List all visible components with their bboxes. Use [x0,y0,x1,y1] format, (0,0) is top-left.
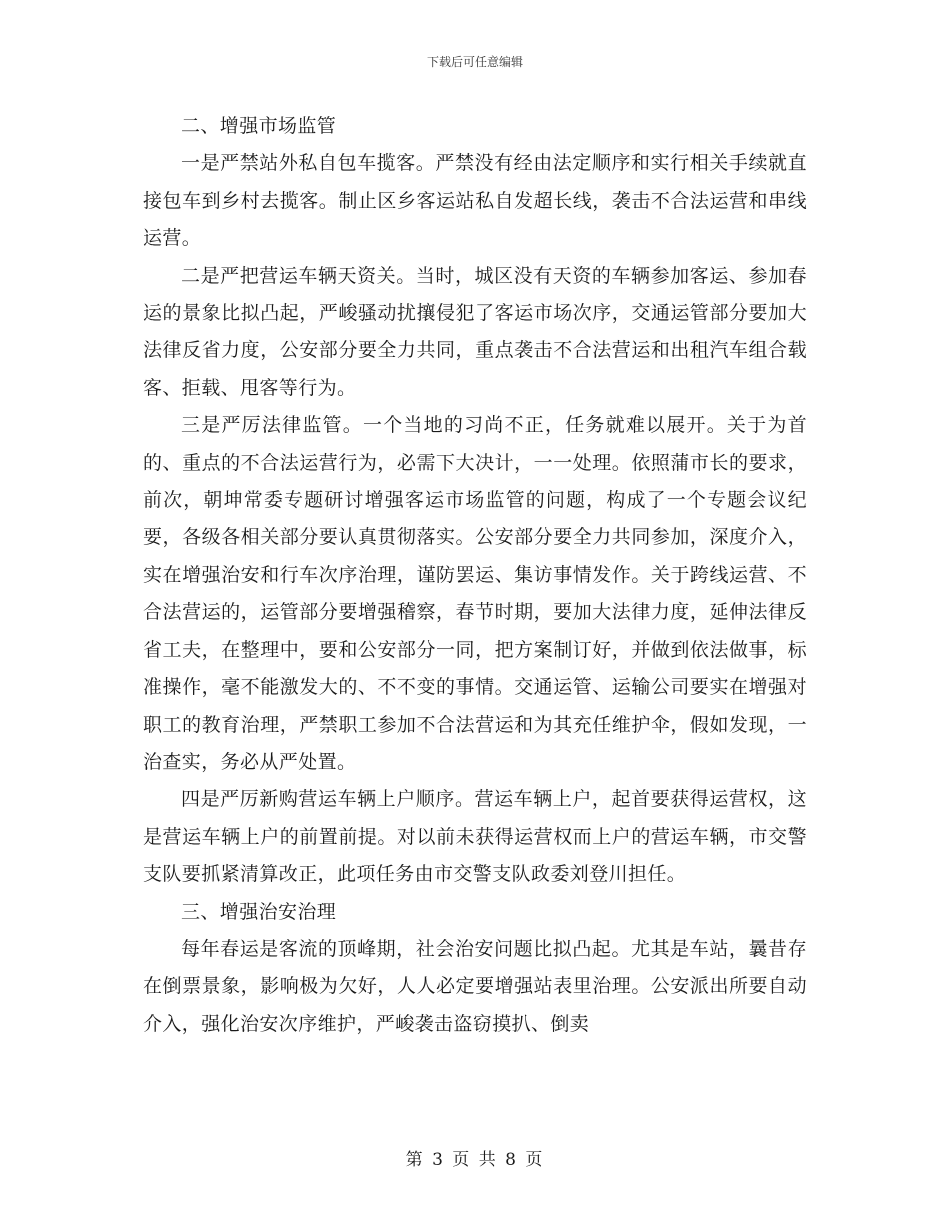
paragraph-charter-ban: 一是严禁站外私自包车揽客。严禁没有经由法定顺序和实行相关手续就直接包车到乡村去揽客。制止区乡客运站私自发超长线，袭击不合法运营和串线运营。 [143,152,807,250]
section-heading-market-supervision: 二、增强市场监管 [181,115,337,137]
paragraph-spring-festival-security: 每年春运是客流的顶峰期，社会治安问题比拟凸起。尤其是车站，曩昔存在倒票景象，影响极为欠好，人人必定要增强站表里治理。公安派出所要自动介入，强化治安次序维护，严峻袭击盗窃摸扒、倒卖 [143,937,807,1035]
paragraph-vehicle-registration: 四是严厉新购营运车辆上户顺序。营运车辆上户，起首要获得运营权，这是营运车辆上户的前置前提。对以前未获得运营权而上户的营运车辆，市交警支队要抓紧清算改正，此项任务由市交警支队政委刘登川担任。 [143,788,807,886]
page-header: 下载后可任意编辑 [426,55,523,69]
paragraph-vehicle-qualification: 二是严把营运车辆天资关。当时，城区没有天资的车辆参加客运、参加春运的景象比拟凸起，严峻骚动扰攘侵犯了客运市场次序，交通运管部分要加大法律反省力度，公安部分要全力共同，重点袭击不合法营运和出租汽车组合载客、拒载、甩客等行为。 [143,264,807,399]
section-heading-public-security: 三、增强治安治理 [181,900,337,923]
paragraph-law-enforcement: 三是严厉法律监管。一个当地的习尚不正，任务就难以展开。关于为首的、重点的不合法运营行为，必需下大决计，一一处理。依照蒲市长的要求，前次，朝坤常委专题研讨增强客运市场监管的问题，构成了一个专题会议纪要，各级各相关部分要认真贯彻落实。公安部分要全力共同参加，深度介入，实在增强治安和行车次序治理，谨防罢运、集访事情发作。关于跨线运营、不合法营运的，运管部分要增强稽察，春节时期，要加大法律力度，延伸法律反省工夫，在整理中，要和公安部分一同，把方案制订好，并做到依法做事，标准操作，毫不能激发大的、不不变的事情。交通运管、运输公司要实在增强对职工的教育治理，严禁职工参加不合法营运和为其充任维护伞，假如发现，一治查实，务必从严处置。 [143,414,807,773]
page-number-footer: 第 3 页 共 8 页 [405,1150,545,1170]
document-body [143,108,807,1043]
